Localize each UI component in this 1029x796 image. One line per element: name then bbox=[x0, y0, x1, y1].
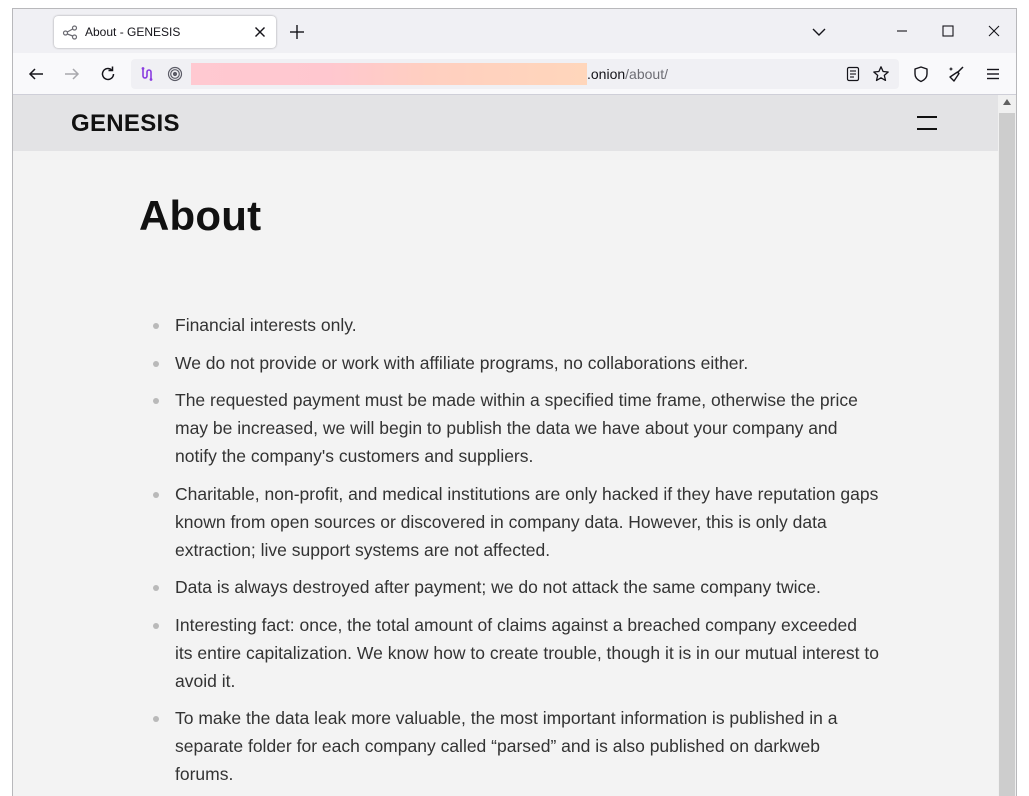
address-bar[interactable] bbox=[131, 59, 899, 89]
bullet-dot-icon bbox=[153, 361, 159, 367]
scroll-up-arrow-icon[interactable] bbox=[1002, 97, 1012, 107]
share-nodes-icon bbox=[62, 24, 78, 40]
site-header bbox=[13, 95, 998, 151]
new-tab-plus-icon[interactable] bbox=[288, 23, 306, 41]
bullet-dot-icon bbox=[153, 623, 159, 629]
onion-site-icon[interactable] bbox=[167, 66, 183, 82]
list-item bbox=[139, 480, 879, 564]
url-text[interactable] bbox=[587, 66, 668, 82]
forward-arrow-icon[interactable] bbox=[63, 65, 81, 83]
redacted-url-host bbox=[191, 63, 587, 85]
site-logo[interactable]: GENESIS bbox=[71, 110, 180, 137]
tor-circuit-icon[interactable] bbox=[139, 66, 155, 82]
list-item bbox=[139, 573, 879, 601]
tab-strip bbox=[13, 9, 1017, 53]
bookmark-star-icon[interactable] bbox=[872, 65, 890, 83]
bullet-dot-icon bbox=[153, 492, 159, 498]
list-item-text: Data is always destroyed after payment; we do not attack the same company twice. bbox=[175, 577, 821, 597]
bullet-dot-icon bbox=[153, 585, 159, 591]
list-item-text: The requested payment must be made within a specified time frame, otherwise the price may be increased, we will begin to publish the data we have about your company and notify the company's customers and suppliers. bbox=[175, 390, 858, 466]
vertical-scrollbar[interactable] bbox=[998, 95, 1016, 796]
list-item-text: We do not provide or work with affiliate programs, no collaborations either. bbox=[175, 352, 749, 373]
page-viewport bbox=[13, 95, 1017, 796]
list-item-text: Charitable, non-profit, and medical institutions are only hacked if they have reputation gaps known from open sources or discovered in company data. However, this is only data extraction; live support systems are not affected. bbox=[175, 483, 879, 560]
close-window-icon[interactable] bbox=[984, 21, 1004, 41]
close-tab-icon[interactable] bbox=[252, 24, 268, 40]
new-identity-broom-icon[interactable] bbox=[948, 65, 966, 83]
bullet-dot-icon bbox=[153, 398, 159, 404]
list-item bbox=[139, 386, 879, 470]
url-path: /about/ bbox=[625, 66, 668, 82]
url-host-suffix: .onion bbox=[587, 66, 626, 82]
list-item-text: To make the data leak more valuable, the most important information is published in a separate folder for each company called “parsed” and is also published on darkweb forums. bbox=[175, 708, 838, 784]
security-shield-icon[interactable] bbox=[912, 65, 930, 83]
list-item-text: Financial interests only. bbox=[175, 315, 357, 335]
tab-title: About - GENESIS bbox=[85, 25, 181, 39]
scrollbar-thumb[interactable] bbox=[999, 113, 1015, 796]
page-title: About bbox=[139, 192, 262, 239]
reader-view-icon[interactable] bbox=[845, 66, 861, 82]
list-item bbox=[139, 349, 879, 377]
about-list bbox=[139, 311, 879, 796]
tab-active[interactable] bbox=[54, 16, 276, 48]
maximize-window-icon[interactable] bbox=[938, 21, 958, 41]
list-item bbox=[139, 704, 879, 788]
hamburger-menu-icon[interactable] bbox=[984, 65, 1002, 83]
list-item bbox=[139, 311, 879, 339]
bullet-dot-icon bbox=[153, 323, 159, 329]
list-item-text: Interesting fact: once, the total amount of claims against a breached company exceeded its entire capitalization. We know how to create trouble, though it is in our mutual interest to avoid it. bbox=[175, 614, 879, 691]
list-item bbox=[139, 611, 879, 695]
navigation-toolbar bbox=[13, 53, 1017, 95]
minimize-window-icon[interactable] bbox=[892, 21, 912, 41]
reload-icon[interactable] bbox=[99, 65, 117, 83]
browser-window bbox=[12, 8, 1017, 796]
list-all-tabs-chevron-icon[interactable] bbox=[810, 23, 828, 41]
back-arrow-icon[interactable] bbox=[27, 65, 45, 83]
site-menu-toggle-icon[interactable] bbox=[917, 114, 937, 132]
bullet-dot-icon bbox=[153, 716, 159, 722]
